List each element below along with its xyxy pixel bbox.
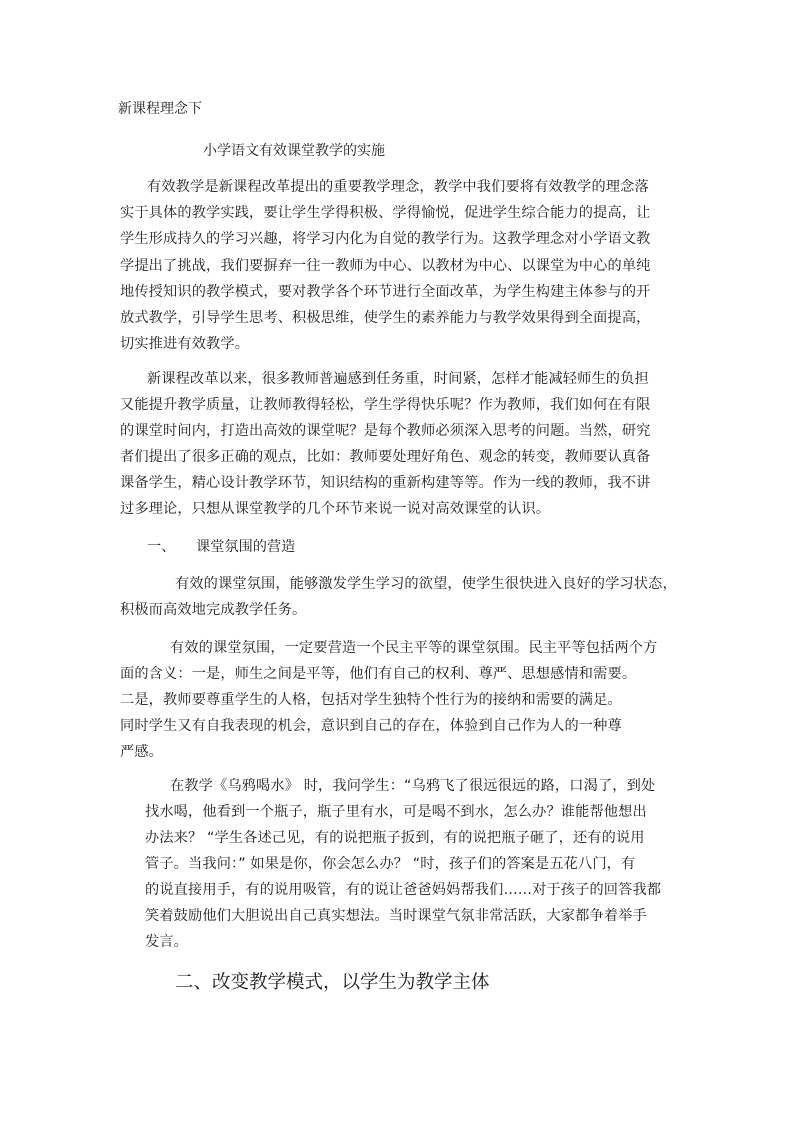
text-line: 课备学生，精心设计教学环节，知识结构的重新构建等等。作为一线的教师，我不讲 bbox=[120, 475, 651, 491]
text-line: 放式教学，引导学生思考、积极思维，使学生的素养能力与教学效果得到全面提高， bbox=[120, 310, 651, 326]
text-line: 者们提出了很多正确的观点，比如：教师要处理好角色、观念的转变，教师要认真备 bbox=[120, 449, 651, 465]
text-line: 过多理论，只想从课堂教学的几个环节来说一说对高效课堂的认识。 bbox=[120, 501, 551, 517]
text-line: 办法来？ “学生各述己见，有的说把瓶子扳到，有的说把瓶子砸了，还有的说用 bbox=[145, 830, 645, 846]
text-line: 又能提升教学质量，让教师教得轻松，学生学得快乐呢？作为教师，我们如何在有限 bbox=[120, 397, 651, 413]
document-title: 小学语文有效课堂教学的实施 bbox=[203, 143, 385, 159]
text-line: 切实推进有效教学。 bbox=[120, 336, 250, 352]
text-line: 实于具体的教学实践，要让学生学得积极、学得愉悦，促进学生综合能力的提高，让 bbox=[120, 205, 651, 221]
section-1-number: 一、 bbox=[147, 539, 176, 555]
text-line: 在教学《乌鸦喝水》 时，我问学生：“乌鸦飞了很远很远的路，口渴了，到处 bbox=[170, 778, 656, 794]
text-line: 同时学生又有自我表现的机会，意识到自己的存在，体验到自己作为人的一种尊 bbox=[120, 718, 622, 734]
text-line: 有效教学是新课程改革提出的重要教学理念，教学中我们要将有效教学的理念落 bbox=[147, 179, 649, 195]
text-line: 有效的课堂氛围，能够激发学生学习的欲望，使学生很快进入良好的学习状态， bbox=[175, 576, 677, 592]
text-line: 新课程改革以来，很多教师普遍感到任务重，时间紧，怎样才能减轻师生的负担 bbox=[147, 371, 649, 387]
section-1-title: 课堂氛围的营造 bbox=[196, 539, 296, 555]
text-line: 二是，教师要尊重学生的人格，包括对学生独特个性行为的接纳和需要的满足。 bbox=[120, 692, 622, 708]
text-line: 地传授知识的教学模式，要对教学各个环节进行全面改革，为学生构建主体参与的开 bbox=[120, 284, 651, 300]
text-line: 有效的课堂氛围，一定要营造一个民主平等的课堂氛围。民主平等包括两个方 bbox=[170, 640, 658, 656]
text-line: 的说直接用手，有的说用吸管，有的说让爸爸妈妈帮我们……对于孩子的回答我都 bbox=[145, 882, 662, 898]
text-line: 严感。 bbox=[120, 744, 164, 760]
text-line: 面的含义：一是，师生之间是平等，他们有自己的权利、尊严、思想感情和需要。 bbox=[120, 666, 637, 682]
text-line: 学提出了挑战，我们要摒弃一往一教师为中心、以教材为中心、以课堂为中心的单纯 bbox=[120, 258, 651, 274]
text-line: 找水喝，他看到一个瓶子，瓶子里有水，可是喝不到水，怎么办？谁能帮他想出 bbox=[145, 804, 647, 820]
section-2-title: 二、改变教学模式，以学生为教学主体 bbox=[175, 972, 490, 993]
text-line: 的课堂时间内，打造出高效的课堂呢？是每个教师必须深入思考的问题。当然，研究 bbox=[120, 423, 651, 439]
text-line: 积极而高效地完成教学任务。 bbox=[120, 602, 307, 618]
text-line: 管子。当我问：” 如果是你，你会怎么办？ “时，孩子们的答案是五花八门，有 bbox=[145, 856, 636, 872]
text-line: 发言。 bbox=[145, 934, 189, 950]
document-heading: 新课程理念下 bbox=[118, 101, 202, 117]
text-line: 学生形成持久的学习兴趣，将学习内化为自觉的教学行为。这教学理念对小学语文教 bbox=[120, 231, 651, 247]
text-line: 笑着鼓励他们大胆说出自己真实想法。当时课堂气氛非常活跃，大家都争着举手 bbox=[145, 908, 647, 924]
